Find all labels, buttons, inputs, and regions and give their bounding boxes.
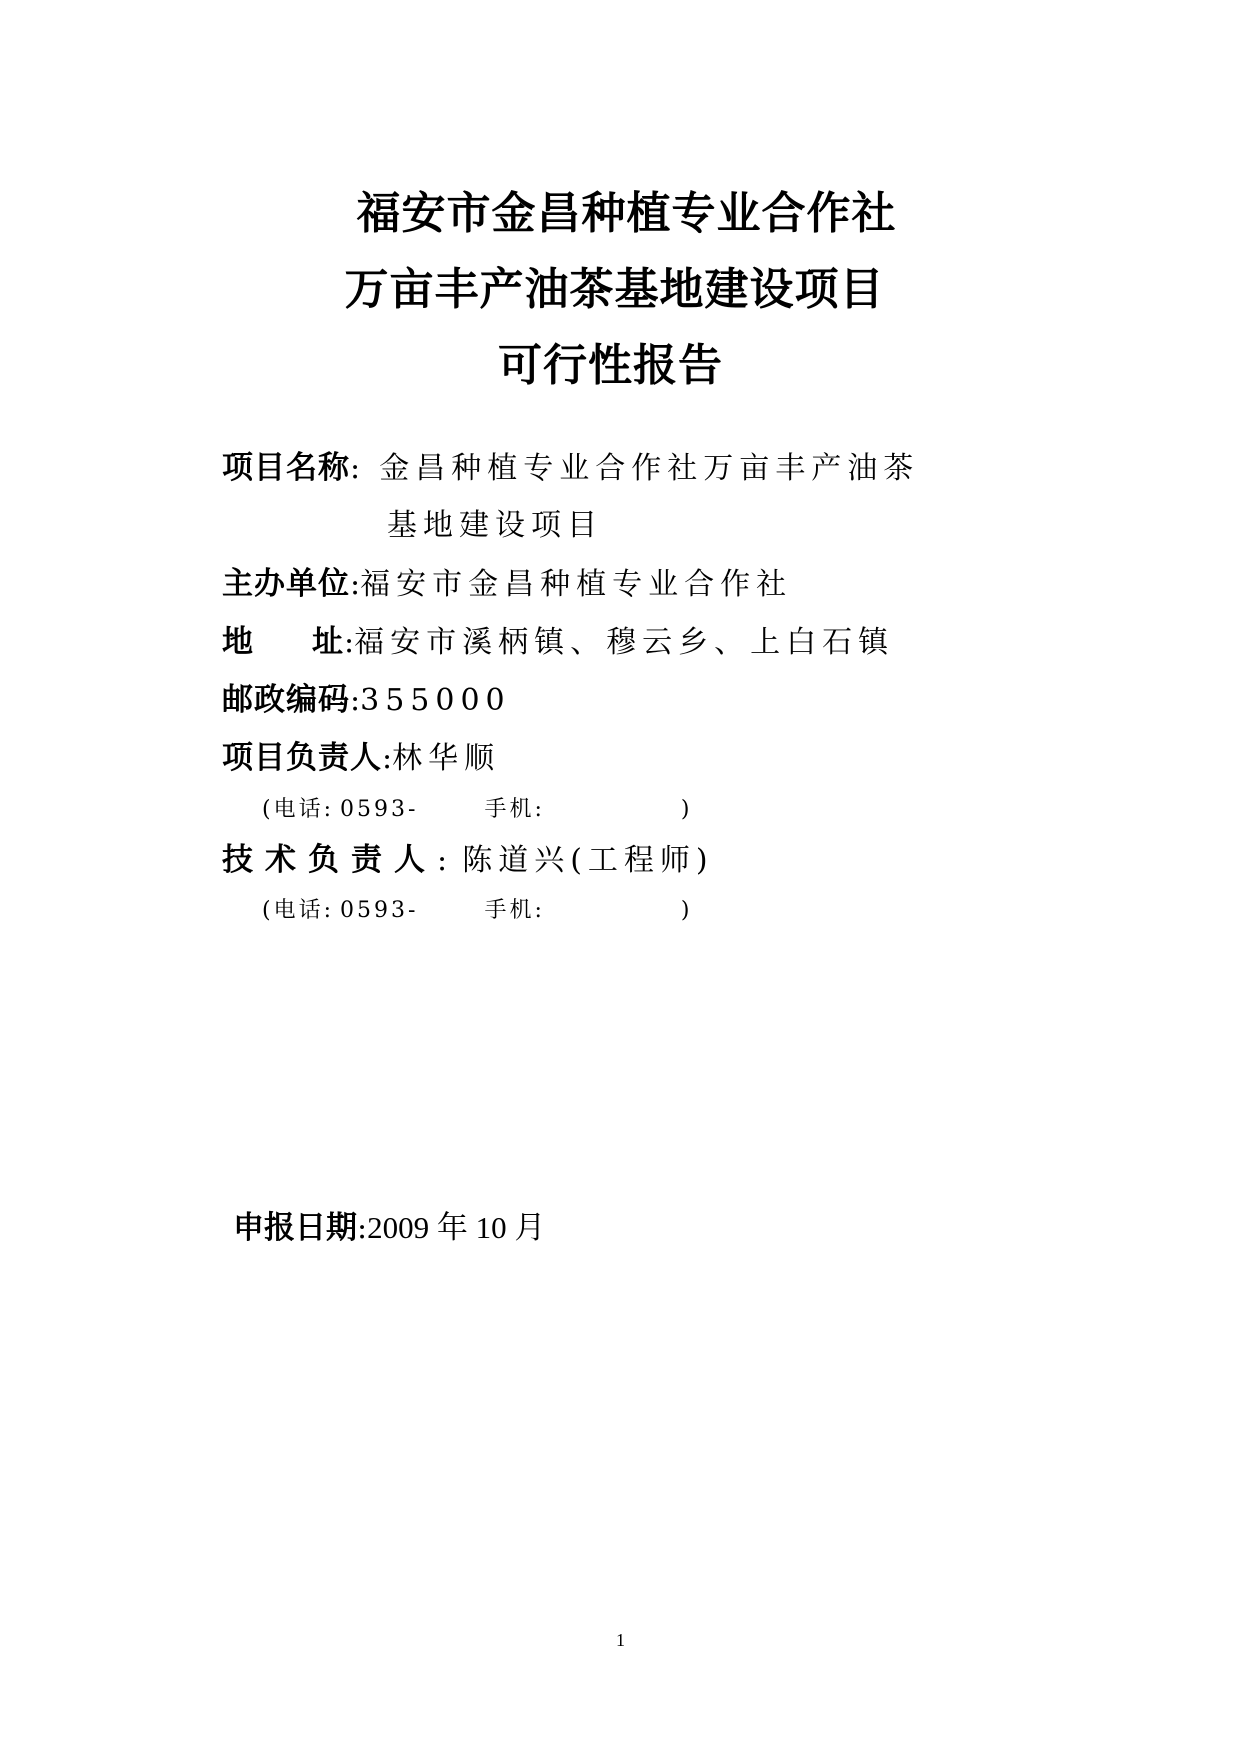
submission-date-label: 申报日期 [233,1210,357,1246]
tech-lead-contact-close: ) [680,898,693,923]
project-lead-mobile-label: 手机: [484,797,545,822]
postcode-row [222,680,511,725]
project-name-colon: : [350,451,361,486]
address-label-1: 地 [222,624,254,660]
project-lead-contact-open: ( [262,797,274,822]
submission-date-value: 2009 年 10 月 [367,1210,546,1245]
tech-lead-colon: : [437,843,448,878]
project-name-row [222,448,919,493]
project-name-row-2 [387,506,603,550]
project-lead-phone-label: 电话: [273,797,335,822]
tech-lead-phone-label: 电话: [273,898,335,923]
postcode-label: 邮政编码 [222,682,350,718]
sponsor-label: 主办单位 [222,566,350,602]
title-line-1: 福安市金昌种植专业合作社 [356,188,897,239]
sponsor-row [222,564,792,609]
project-lead-label: 项目负责人 [222,740,382,776]
project-lead-phone-value: 0593- [340,797,419,822]
address-row [222,622,894,667]
sponsor-colon: : [350,567,361,602]
tech-lead-contact-open: ( [262,898,274,923]
tech-lead-contact [262,896,692,926]
title-line-3: 可行性报告 [498,340,723,391]
project-name-value-1: 金昌种植专业合作社万亩丰产油茶 [379,451,920,486]
address-value: 福安市溪柄镇、穆云乡、上白石镇 [354,625,895,660]
tech-lead-row [222,840,714,885]
tech-lead-value: 陈道兴(工程师) [462,843,714,878]
project-name-value-2: 基地建设项目 [387,508,603,543]
title-line-2: 万亩丰产油茶基地建设项目 [344,264,885,315]
page-number: 1 [616,1630,625,1650]
submission-date-row [233,1206,545,1255]
project-lead-colon: : [382,741,393,776]
address-label-2: 址 [312,624,344,660]
tech-lead-mobile-label: 手机: [484,898,545,923]
postcode-colon: : [350,683,361,718]
project-lead-value: 林华顺 [392,741,501,776]
submission-date-colon: : [357,1211,368,1246]
project-lead-row [222,738,500,783]
postcode-value: 355000 [360,683,511,718]
project-name-label: 项目名称 [222,450,350,486]
address-colon: : [344,625,355,660]
sponsor-value: 福安市金昌种植专业合作社 [360,567,793,602]
tech-lead-phone-value: 0593- [340,898,419,923]
project-lead-contact-close: ) [680,797,693,822]
project-lead-contact [262,795,692,825]
tech-lead-label: 技术负责人 [222,842,437,878]
